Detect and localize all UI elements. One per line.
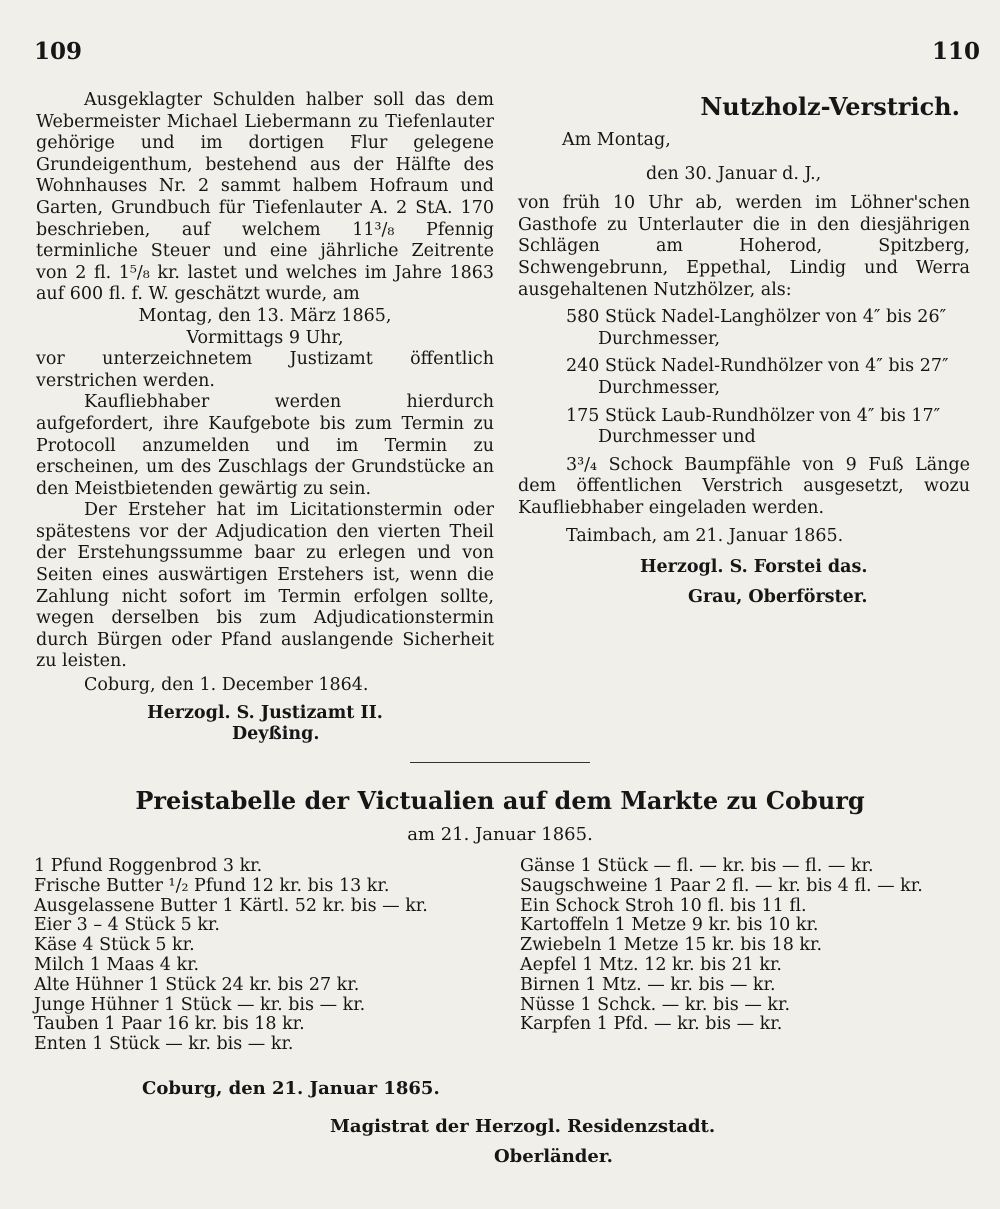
- timber-lot: [518, 356, 970, 399]
- price-row: Ausgelassene Butter 1 Kärtl. 52 kr. bis — kr.: [34, 895, 428, 916]
- notice-paragraph: Der Ersteher hat im Licitationstermin oder spätestens vor der Adjudication den vierten Theil der Erstehungssumme baar zu erlegen und von Seiten eines auswärtigen Erstehers ist, wenn die Zahlung nicht sofort im Termin erfolgen sollte, wegen derselben bis zum Adjudicationstermin durch Bürgen oder Pfand auslangende Sicherheit zu leisten.: [36, 500, 494, 672]
- timber-lot-line: 240 Stück Nadel-Rundhölzer von 4″ bis 27″: [566, 356, 949, 377]
- left-notice: [36, 90, 494, 746]
- notice-paragraph: Kaufliebhaber werden hierdurch aufgefordert, ihre Kaufgebote bis zum Termin zu Protocoll anzumelden und im Termin zu erscheinen, um des Zuschlags der Grundstücke an den Meistbietenden gewärtig zu sein.: [36, 392, 494, 499]
- auction-date: den 30. Januar d. J.,: [646, 163, 822, 184]
- notice-paragraph: Ausgeklagter Schulden halber soll das dem Webermeister Michael Liebermann zu Tiefenlauter gehörige und im dortigen Flur gelegene Grundeigenthum, bestehend aus der Hälfte des Wohnhauses Nr. 2 sammt halbem Hofraum und Garten, Grundbuch für Tiefenlauter A. 2 StA. 170 beschrieben, auf welchem 11³/₈ Pfennig terminliche Steuer und eine jährliche Zeitrente von 2 fl. 1⁵/₈ kr. lastet und welches im Jahre 1863 auf 600 fl. f. W. geschätzt wurde, am: [36, 90, 494, 305]
- auction-day: Am Montag,: [562, 130, 671, 150]
- section-divider: [410, 762, 590, 763]
- price-row: Birnen 1 Mtz. — kr. bis — kr.: [520, 974, 776, 995]
- price-row: Karpfen 1 Pfd. — kr. bis — kr.: [520, 1014, 783, 1035]
- notice-authority: Herzogl. S. Forstei das.: [640, 557, 868, 578]
- timber-lot-line: 580 Stück Nadel-Langhölzer von 4″ bis 26″: [566, 307, 947, 328]
- price-row: Käse 4 Stück 5 kr.: [34, 935, 195, 956]
- timber-lot-sub: Durchmesser,: [598, 377, 721, 398]
- price-row: Alte Hühner 1 Stück 24 kr. bis 27 kr.: [34, 974, 360, 995]
- right-notice: [518, 90, 970, 608]
- auction-time: Vormittags 9 Uhr,: [186, 327, 344, 348]
- notice-signer: Grau, Oberförster.: [688, 586, 868, 607]
- notice-paragraph: 3³/₄ Schock Baumpfähle von 9 Fuß Länge dem öffentlichen Verstrich ausgesetzt, wozu Kaufliebhaber eingeladen werden.: [518, 454, 970, 518]
- price-row: Kartoffeln 1 Metze 9 kr. bis 10 kr.: [520, 915, 819, 936]
- notice-place-date: Taimbach, am 21. Januar 1865.: [566, 525, 844, 546]
- price-row: Frische Butter ¹/₂ Pfund 12 kr. bis 13 kr.: [34, 875, 390, 896]
- price-row: Eier 3 – 4 Stück 5 kr.: [34, 915, 220, 936]
- price-table-signer: Oberländer.: [494, 1146, 613, 1167]
- timber-lot-line: 175 Stück Laub-Rundhölzer von 4″ bis 17″: [566, 405, 941, 426]
- price-row: Gänse 1 Stück — fl. — kr. bis — fl. — kr.: [520, 856, 874, 876]
- timber-lot: [518, 406, 970, 449]
- page-number-left: 109: [34, 38, 83, 65]
- price-list-right: [520, 857, 990, 1035]
- price-row: Aepfel 1 Mtz. 12 kr. bis 21 kr.: [520, 954, 782, 975]
- page-number-right: 110: [931, 38, 980, 65]
- timber-lot-sub: Durchmesser,: [598, 328, 721, 349]
- price-list-left: [34, 857, 504, 1055]
- price-row: Ein Schock Stroh 10 fl. bis 11 fl.: [520, 895, 807, 916]
- price-row: Milch 1 Maas 4 kr.: [34, 954, 200, 975]
- price-row: 1 Pfund Roggenbrod 3 kr.: [34, 856, 263, 876]
- price-table-place-date: Coburg, den 21. Januar 1865.: [142, 1078, 440, 1099]
- notice-signer: Deyßing.: [232, 724, 320, 745]
- price-row: Zwiebeln 1 Metze 15 kr. bis 18 kr.: [520, 935, 823, 956]
- timber-lot: [518, 307, 970, 350]
- price-row: Saugschweine 1 Paar 2 fl. — kr. bis 4 fl. — kr.: [520, 875, 923, 896]
- notice-place-date: Coburg, den 1. December 1864.: [84, 675, 369, 696]
- auction-date: Montag, den 13. März 1865,: [138, 305, 392, 326]
- notice-paragraph: von früh 10 Uhr ab, werden im Löhner'schen Gasthofe zu Unterlauter die in den diesjährigen Schlägen am Hoherod, Spitzberg, Schwengebrunn, Eppethal, Lindig und Werra ausgehaltenen Nutzhölzer, als:: [518, 193, 970, 300]
- notice-heading: Nutzholz-Verstrich.: [700, 92, 960, 121]
- price-table-date: am 21. Januar 1865.: [407, 824, 593, 845]
- price-row: Junge Hühner 1 Stück — kr. bis — kr.: [34, 994, 366, 1015]
- notice-authority: Herzogl. S. Justizamt II.: [147, 702, 383, 723]
- notice-paragraph: vor unterzeichnetem Justizamt öffentlich verstrichen werden.: [36, 349, 494, 391]
- price-row: Tauben 1 Paar 16 kr. bis 18 kr.: [34, 1014, 305, 1035]
- price-row: Nüsse 1 Schck. — kr. bis — kr.: [520, 994, 791, 1015]
- price-table-authority: Magistrat der Herzogl. Residenzstadt.: [330, 1116, 716, 1137]
- price-table-title: Preistabelle der Victualien auf dem Markte zu Coburg: [135, 786, 865, 815]
- timber-lot-sub: Durchmesser und: [598, 427, 756, 448]
- price-row: Enten 1 Stück — kr. bis — kr.: [34, 1034, 294, 1055]
